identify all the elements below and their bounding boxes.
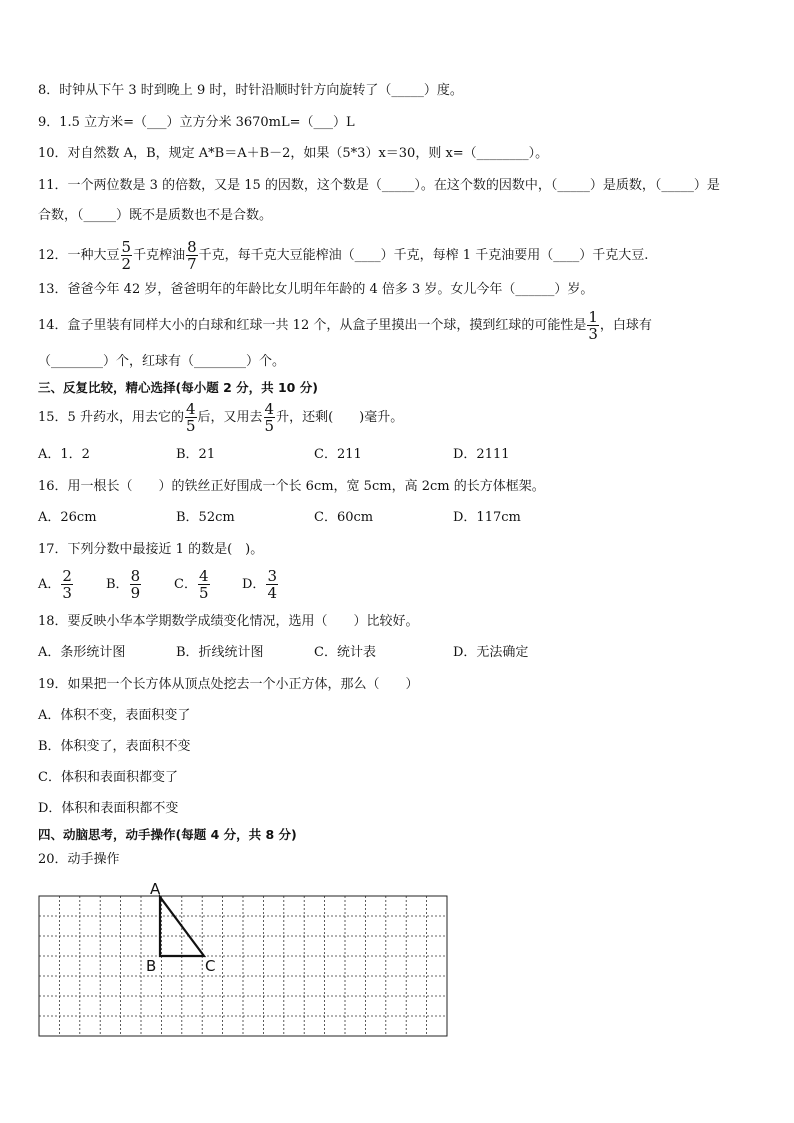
q15-text-3: 升，还剩( )毫升。	[276, 410, 404, 425]
q15-text-2: 后，又用去	[197, 410, 263, 425]
question-13: 13．爸爸今年 42 岁，爸爸明年的年龄比女儿明年年龄的 4 倍多 3 岁。女儿今年（______）岁。	[38, 282, 594, 297]
q16-option-b: B．52cm	[176, 510, 235, 525]
fraction: $\frac{4}{5}$	[185, 400, 196, 435]
q18-option-c: C．统计表	[314, 645, 376, 660]
q17-option-d: D． $\frac{3}{4}$	[242, 567, 277, 602]
q15-option-b: B．21	[176, 447, 216, 462]
q16-option-a: A．26cm	[38, 510, 97, 525]
q16-option-d: D．117cm	[453, 510, 521, 525]
q19-option-b: B．体积变了，表面积不变	[38, 739, 191, 754]
q18-option-a: A．条形统计图	[38, 645, 126, 660]
question-8: 8．时钟从下午 3 时到晚上 9 时，时针沿顺时针方向旋转了（_____）度。	[38, 83, 463, 98]
q18-option-d: D．无法确定	[453, 645, 529, 660]
q15-text-1: 15．5 升药水，用去它的	[38, 410, 184, 425]
fraction: $\frac{8}{7}$	[187, 238, 197, 273]
question-10: 10．对自然数 A，B，规定 A*B＝A＋B－2，如果（5*3）x＝30，则 x=（________）。	[38, 146, 549, 161]
q16-option-c: C．60cm	[314, 510, 374, 525]
fraction: $\frac{3}{4}$	[267, 567, 277, 602]
q15-option-c: C．211	[314, 447, 362, 462]
vertex-label-b: B	[146, 957, 157, 975]
fraction: $\frac{4}{5}$	[264, 400, 275, 435]
q17-option-b: B． $\frac{8}{9}$	[106, 567, 141, 602]
q18-option-b: B．折线统计图	[176, 645, 264, 660]
question-16: 16．用一根长（ ）的铁丝正好围成一个长 6cm，宽 5cm，高 2cm 的长方体框架。	[38, 479, 545, 494]
q15-option-d: D．2111	[453, 447, 510, 462]
q17-option-a: A． $\frac{2}{3}$	[38, 567, 72, 602]
question-19: 19．如果把一个长方体从顶点处挖去一个小正方体，那么（ ）	[38, 677, 419, 692]
section-3-title: 三、反复比较，精心选择(每小题 2 分，共 10 分)	[38, 380, 318, 395]
q14-text-2: ，白球有	[599, 318, 652, 333]
question-20: 20．动手操作	[38, 852, 120, 867]
fraction: $\frac{2}{3}$	[62, 567, 72, 602]
q19-option-a: A．体积不变，表面积变了	[38, 708, 191, 723]
q12-text-1: 12．一种大豆	[38, 248, 120, 263]
vertex-label-c: C	[205, 957, 216, 975]
vertex-label-a: A	[150, 880, 161, 898]
fraction: $\frac{5}{2}$	[121, 238, 132, 273]
q15-option-a: A．1．2	[38, 447, 90, 462]
question-11-line1: 11．一个两位数是 3 的倍数，又是 15 的因数，这个数是（_____）。在这个数的因数中，（_____）是质数，（_____）是	[38, 178, 720, 193]
q19-option-d: D．体积和表面积都不变	[38, 801, 179, 816]
q19-option-c: C．体积和表面积都变了	[38, 770, 178, 785]
q12-text-2: 千克榨油	[133, 248, 186, 263]
question-9: 9．1.5 立方米=（___）立方分米 3670mL=（___）L	[38, 115, 355, 130]
question-12	[38, 239, 648, 272]
question-14-line1	[38, 309, 652, 342]
question-11-line2: 合数，（_____）既不是质数也不是合数。	[38, 208, 273, 223]
question-17: 17．下列分数中最接近 1 的数是( )。	[38, 542, 264, 557]
dashed-grid	[39, 896, 447, 1036]
fraction: $\frac{1}{3}$	[588, 308, 598, 343]
q14-text-1: 14．盒子里装有同样大小的白球和红球一共 12 个，从盒子里摸出一个球，摸到红球的可能性是	[38, 318, 587, 333]
section-4-title: 四、动脑思考，动手操作(每题 4 分，共 8 分)	[38, 827, 297, 842]
question-15	[38, 401, 403, 434]
fraction: $\frac{4}{5}$	[198, 567, 209, 602]
fraction: $\frac{8}{9}$	[130, 567, 141, 602]
question-14-line2: （________）个，红球有（________）个。	[38, 354, 286, 369]
question-18: 18．要反映小华本学期数学成绩变化情况，选用（ ）比较好。	[38, 614, 419, 629]
grid-diagram	[38, 878, 452, 1040]
q17-option-c: C． $\frac{4}{5}$	[174, 567, 209, 602]
q12-text-3: 千克，每千克大豆能榨油（____）千克，每榨 1 千克油要用（____）千克大豆.	[198, 248, 649, 263]
